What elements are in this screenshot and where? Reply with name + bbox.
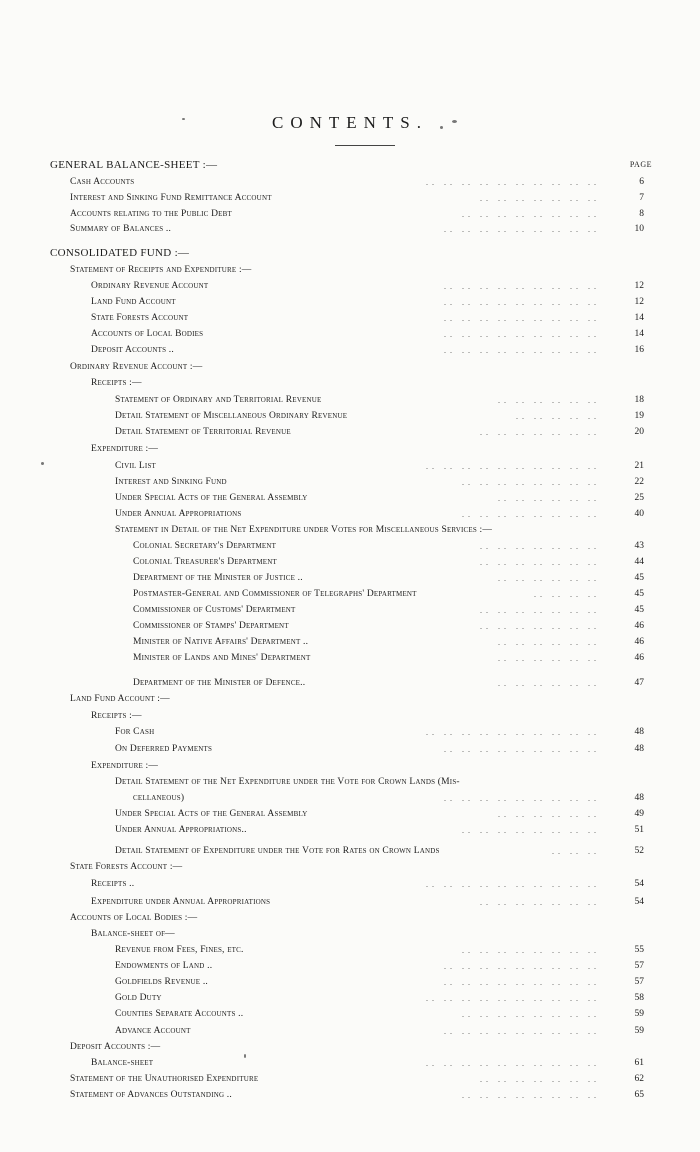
toc-entry-label: Statement in Detail of the Net Expenditure under Votes for Miscellaneous Services :— (115, 525, 493, 535)
toc-entry-page-number: 14 (634, 313, 644, 323)
toc-entry (0, 571, 700, 586)
dot-leader: .. .. .. .. .. .. .. .. .. (444, 962, 600, 971)
toc-entry-label: Department of the Minister of Justice .. (133, 573, 303, 583)
dot-leader: .. .. .. .. .. .. (498, 574, 600, 583)
toc-entry-page-number: 22 (634, 477, 644, 487)
toc-entry-page-number: 19 (634, 411, 644, 421)
toc-entry (0, 475, 700, 490)
toc-entry (0, 1088, 700, 1103)
toc-entry-page-number: 16 (634, 345, 644, 355)
dot-leader: .. .. .. .. .. .. .. .. .. (444, 794, 600, 803)
toc-entry-label: Balance-sheet (91, 1058, 154, 1068)
toc-entry-label: cellaneous) (133, 793, 185, 803)
toc-entry-label: Colonial Treasurer's Department (133, 557, 277, 567)
toc-heading (0, 360, 700, 375)
dot-leader: .. .. .. .. .. .. .. (480, 194, 600, 203)
toc-entry (0, 791, 700, 806)
dot-leader: .. .. .. .. (534, 590, 600, 599)
toc-entry-label: For Cash (115, 727, 155, 737)
toc-entry-label: Ordinary Revenue Account (91, 281, 209, 291)
toc-heading (0, 376, 700, 391)
toc-entry-label: Detail Statement of Territorial Revenue (115, 427, 291, 437)
toc-heading (0, 860, 700, 875)
toc-entry-page-number: 58 (634, 993, 644, 1003)
toc-entry-label: Statement of Ordinary and Territorial Revenue (115, 395, 322, 405)
toc-entry-label: Civil List (115, 461, 157, 471)
toc-entry (0, 991, 700, 1006)
dot-leader: .. .. .. .. .. .. (498, 810, 600, 819)
scan-speck (182, 118, 185, 120)
toc-entry-page-number: 21 (634, 461, 644, 471)
toc-entry-page-number: 45 (634, 605, 644, 615)
dot-leader: .. .. .. .. .. .. (498, 654, 600, 663)
toc-entry-page-number: 8 (639, 209, 644, 219)
dot-leader: .. .. .. .. .. .. .. .. .. (444, 346, 600, 355)
dot-leader: .. .. .. .. .. .. .. .. .. (444, 978, 600, 987)
toc-entry-label: Statement of the Unauthorised Expenditure (70, 1074, 259, 1084)
toc-entry-label: State Forests Account :— (70, 862, 183, 872)
toc-entry-label: Revenue from Fees, Fines, etc. (115, 945, 244, 955)
toc-entry-label: GENERAL BALANCE-SHEET :— (50, 159, 218, 171)
toc-entry (0, 975, 700, 990)
toc-entry-label: Minister of Lands and Mines' Department (133, 653, 311, 663)
toc-entry-page-number: 54 (634, 897, 644, 907)
toc-entry (0, 311, 700, 326)
toc-entry-label: Department of the Minister of Defence.. (133, 678, 306, 688)
toc-entry (0, 409, 700, 424)
toc-entry (0, 425, 700, 440)
toc-heading (0, 927, 700, 942)
toc-entry-page-number: 6 (639, 177, 644, 187)
dot-leader: .. .. .. .. .. .. .. .. (462, 478, 600, 487)
dot-leader: .. .. .. .. .. .. .. .. .. (444, 282, 600, 291)
toc-entry-label: Colonial Secretary's Department (133, 541, 277, 551)
scan-speck (452, 120, 457, 123)
toc-entry-page-number: 62 (634, 1074, 644, 1084)
toc-entry (0, 1024, 700, 1039)
toc-entry-label: Postmaster-General and Commissioner of Telegraphs' Department (133, 589, 417, 599)
toc-entry (0, 555, 700, 570)
toc-entry-page-number: 10 (634, 224, 644, 234)
toc-entry-page-number: 12 (634, 297, 644, 307)
toc-entry-page-number: 45 (634, 589, 644, 599)
toc-entry-page-number: 61 (634, 1058, 644, 1068)
toc-entry-label: Under Annual Appropriations (115, 509, 242, 519)
toc-heading (0, 442, 700, 457)
toc-entry (0, 393, 700, 408)
toc-heading (0, 246, 700, 261)
scan-speck (440, 126, 443, 129)
dot-leader: .. .. .. .. .. .. .. .. (462, 210, 600, 219)
title-underline (335, 145, 395, 146)
toc-entry-label: Receipts :— (91, 711, 142, 721)
dot-leader: .. .. .. .. .. (516, 412, 600, 421)
toc-entry (0, 343, 700, 358)
page-title: CONTENTS. (271, 113, 429, 132)
toc-entry-label: Commissioner of Stamps' Department (133, 621, 289, 631)
toc-entry-label: Counties Separate Accounts .. (115, 1009, 244, 1019)
dot-leader: .. .. .. .. .. .. .. .. (462, 510, 600, 519)
toc-entry-label: Statement of Advances Outstanding .. (70, 1090, 232, 1100)
toc-entry-page-number: 59 (634, 1026, 644, 1036)
toc-entry-label: Deposit Accounts .. (91, 345, 174, 355)
toc-entry-label: Expenditure :— (91, 444, 159, 454)
toc-heading (0, 158, 700, 173)
toc-heading (0, 263, 700, 278)
toc-entry-label: Detail Statement of Miscellaneous Ordinary Revenue (115, 411, 348, 421)
toc-entry-label: Under Special Acts of the General Assembly (115, 809, 308, 819)
toc-entry-label: Advance Account (115, 1026, 191, 1036)
toc-entry-page-number: 57 (634, 977, 644, 987)
dot-leader: .. .. .. .. .. .. (498, 679, 600, 688)
toc-heading (0, 523, 700, 538)
dot-leader: .. .. .. .. .. .. .. (480, 558, 600, 567)
toc-entry-label: Detail Statement of the Net Expenditure under the Vote for Crown Lands (Mis- (115, 777, 460, 787)
toc-entry (0, 635, 700, 650)
toc-entry (0, 539, 700, 554)
toc-entry-label: Goldfields Revenue .. (115, 977, 209, 987)
toc-entry-label: Interest and Sinking Fund Remittance Account (70, 193, 272, 203)
dot-leader: .. .. .. .. .. .. .. .. .. .. (426, 880, 600, 889)
toc-entry (0, 676, 700, 691)
toc-entry (0, 1072, 700, 1087)
toc-entry-label: Ordinary Revenue Account :— (70, 362, 203, 372)
toc-entry-label: State Forests Account (91, 313, 189, 323)
toc-entry-page-number: 43 (634, 541, 644, 551)
toc-entry-page-number: 47 (634, 678, 644, 688)
dot-leader: .. .. .. (552, 847, 600, 856)
toc-entry-page-number: 57 (634, 961, 644, 971)
toc-entry-page-number: 44 (634, 557, 644, 567)
toc-entry (0, 959, 700, 974)
toc-heading (0, 759, 700, 774)
toc-entry (0, 175, 700, 190)
toc-entry (0, 943, 700, 958)
toc-entry-page-number: 54 (634, 879, 644, 889)
toc-entry-page-number: 46 (634, 653, 644, 663)
toc-entry (0, 295, 700, 310)
toc-entry-page-number: 52 (634, 846, 644, 856)
toc-heading (0, 1040, 700, 1055)
toc-entry (0, 191, 700, 206)
toc-entry (0, 823, 700, 838)
toc-entry (0, 1007, 700, 1022)
dot-leader: .. .. .. .. .. .. .. .. (462, 826, 600, 835)
dot-leader: .. .. .. .. .. .. (498, 494, 600, 503)
toc-entry-label: Gold Duty (115, 993, 162, 1003)
dot-leader: .. .. .. .. .. .. .. (480, 622, 600, 631)
toc-entry-label: CONSOLIDATED FUND :— (50, 247, 190, 259)
toc-entry (0, 895, 700, 910)
toc-entry-page-number: 25 (634, 493, 644, 503)
dot-leader: .. .. .. .. .. .. .. .. .. .. (426, 994, 600, 1003)
toc-entry-label: Expenditure under Annual Appropriations (91, 897, 271, 907)
dot-leader: .. .. .. .. .. .. .. .. .. (444, 298, 600, 307)
toc-entry-page-number: 14 (634, 329, 644, 339)
toc-entry-label: Summary of Balances .. (70, 224, 172, 234)
dot-leader: .. .. .. .. .. .. .. (480, 606, 600, 615)
toc-entry (0, 603, 700, 618)
toc-entry (0, 844, 700, 859)
dot-leader: .. .. .. .. .. .. .. .. .. .. (426, 728, 600, 737)
toc-entry (0, 327, 700, 342)
toc-entry-page-number: 65 (634, 1090, 644, 1100)
toc-entry (0, 279, 700, 294)
toc-entry-label: Expenditure :— (91, 761, 159, 771)
toc-entry (0, 207, 700, 222)
dot-leader: .. .. .. .. .. .. .. .. .. (444, 225, 600, 234)
toc-entry-page-number: 20 (634, 427, 644, 437)
dot-leader: .. .. .. .. .. .. (498, 638, 600, 647)
toc-entry-page-number: 48 (634, 793, 644, 803)
dot-leader: .. .. .. .. .. .. (498, 396, 600, 405)
toc-heading (0, 775, 700, 790)
toc-entry-label: Receipts .. (91, 879, 135, 889)
toc-entry-page-number: 18 (634, 395, 644, 405)
toc-entry (0, 651, 700, 666)
dot-leader: .. .. .. .. .. .. .. .. .. .. (426, 1059, 600, 1068)
toc-entry-label: Under Special Acts of the General Assembly (115, 493, 308, 503)
toc-entry (0, 807, 700, 822)
dot-leader: .. .. .. .. .. .. .. .. .. (444, 745, 600, 754)
dot-leader: .. .. .. .. .. .. .. (480, 542, 600, 551)
toc-entry (0, 1056, 700, 1071)
dot-leader: .. .. .. .. .. .. .. .. (462, 1010, 600, 1019)
toc-entry (0, 507, 700, 522)
dot-leader: .. .. .. .. .. .. .. .. .. (444, 314, 600, 323)
toc-entry-page-number: 46 (634, 637, 644, 647)
toc-entry-label: Interest and Sinking Fund (115, 477, 227, 487)
toc-entry (0, 619, 700, 634)
dot-leader: .. .. .. .. .. .. .. .. .. (444, 1027, 600, 1036)
toc-entry (0, 222, 700, 237)
toc-entry-page-number: 55 (634, 945, 644, 955)
toc-entry-page-number: 46 (634, 621, 644, 631)
toc-entry-page-number: 49 (634, 809, 644, 819)
toc-entry-page-number: 12 (634, 281, 644, 291)
toc-entry-label: Statement of Receipts and Expenditure :— (70, 265, 252, 275)
toc-entry-label: Minister of Native Affairs' Department .. (133, 637, 309, 647)
toc-entry-label: Endowments of Land .. (115, 961, 213, 971)
toc-entry-label: Under Annual Appropriations.. (115, 825, 247, 835)
toc-entry-label: Receipts :— (91, 378, 142, 388)
toc-entry-label: Accounts relating to the Public Debt (70, 209, 233, 219)
toc-entry-page-number: 48 (634, 744, 644, 754)
dot-leader: .. .. .. .. .. .. .. .. .. .. (426, 462, 600, 471)
toc-entry-page-number: 59 (634, 1009, 644, 1019)
dot-leader: .. .. .. .. .. .. .. .. (462, 1091, 600, 1100)
dot-leader: .. .. .. .. .. .. .. .. .. .. (426, 178, 600, 187)
dot-leader: .. .. .. .. .. .. .. .. (462, 946, 600, 955)
toc-entry-label: Cash Accounts (70, 177, 135, 187)
toc-entry-label: Commissioner of Customs' Department (133, 605, 296, 615)
toc-entry-label: Land Fund Account :— (70, 694, 170, 704)
dot-leader: .. .. .. .. .. .. .. (480, 898, 600, 907)
toc-entry-label: Deposit Accounts :— (70, 1042, 161, 1052)
toc-entry-page-number: 48 (634, 727, 644, 737)
dot-leader: .. .. .. .. .. .. .. (480, 428, 600, 437)
toc-entry (0, 587, 700, 602)
toc-entry (0, 491, 700, 506)
toc-entry-page-number: 40 (634, 509, 644, 519)
toc-entry-label: Land Fund Account (91, 297, 176, 307)
toc-entry-page-number: 51 (634, 825, 644, 835)
dot-leader: .. .. .. .. .. .. .. .. .. (444, 330, 600, 339)
toc-entry (0, 877, 700, 892)
toc-entry-label: Accounts of Local Bodies :— (70, 913, 198, 923)
toc-heading (0, 709, 700, 724)
toc-entry-page-number: 45 (634, 573, 644, 583)
toc-entry (0, 742, 700, 757)
toc-heading (0, 692, 700, 707)
toc-entry (0, 725, 700, 740)
toc-entry-page-number: 7 (639, 193, 644, 203)
dot-leader: .. .. .. .. .. .. .. (480, 1075, 600, 1084)
toc-entry-label: Balance-sheet of— (91, 929, 175, 939)
toc-heading (0, 911, 700, 926)
toc-entry (0, 459, 700, 474)
toc-entry-label: On Deferred Payments (115, 744, 213, 754)
toc-entry-label: Detail Statement of Expenditure under the Vote for Rates on Crown Lands (115, 846, 440, 856)
toc-entry-label: Accounts of Local Bodies (91, 329, 204, 339)
page-column-label: PAGE (629, 160, 652, 169)
